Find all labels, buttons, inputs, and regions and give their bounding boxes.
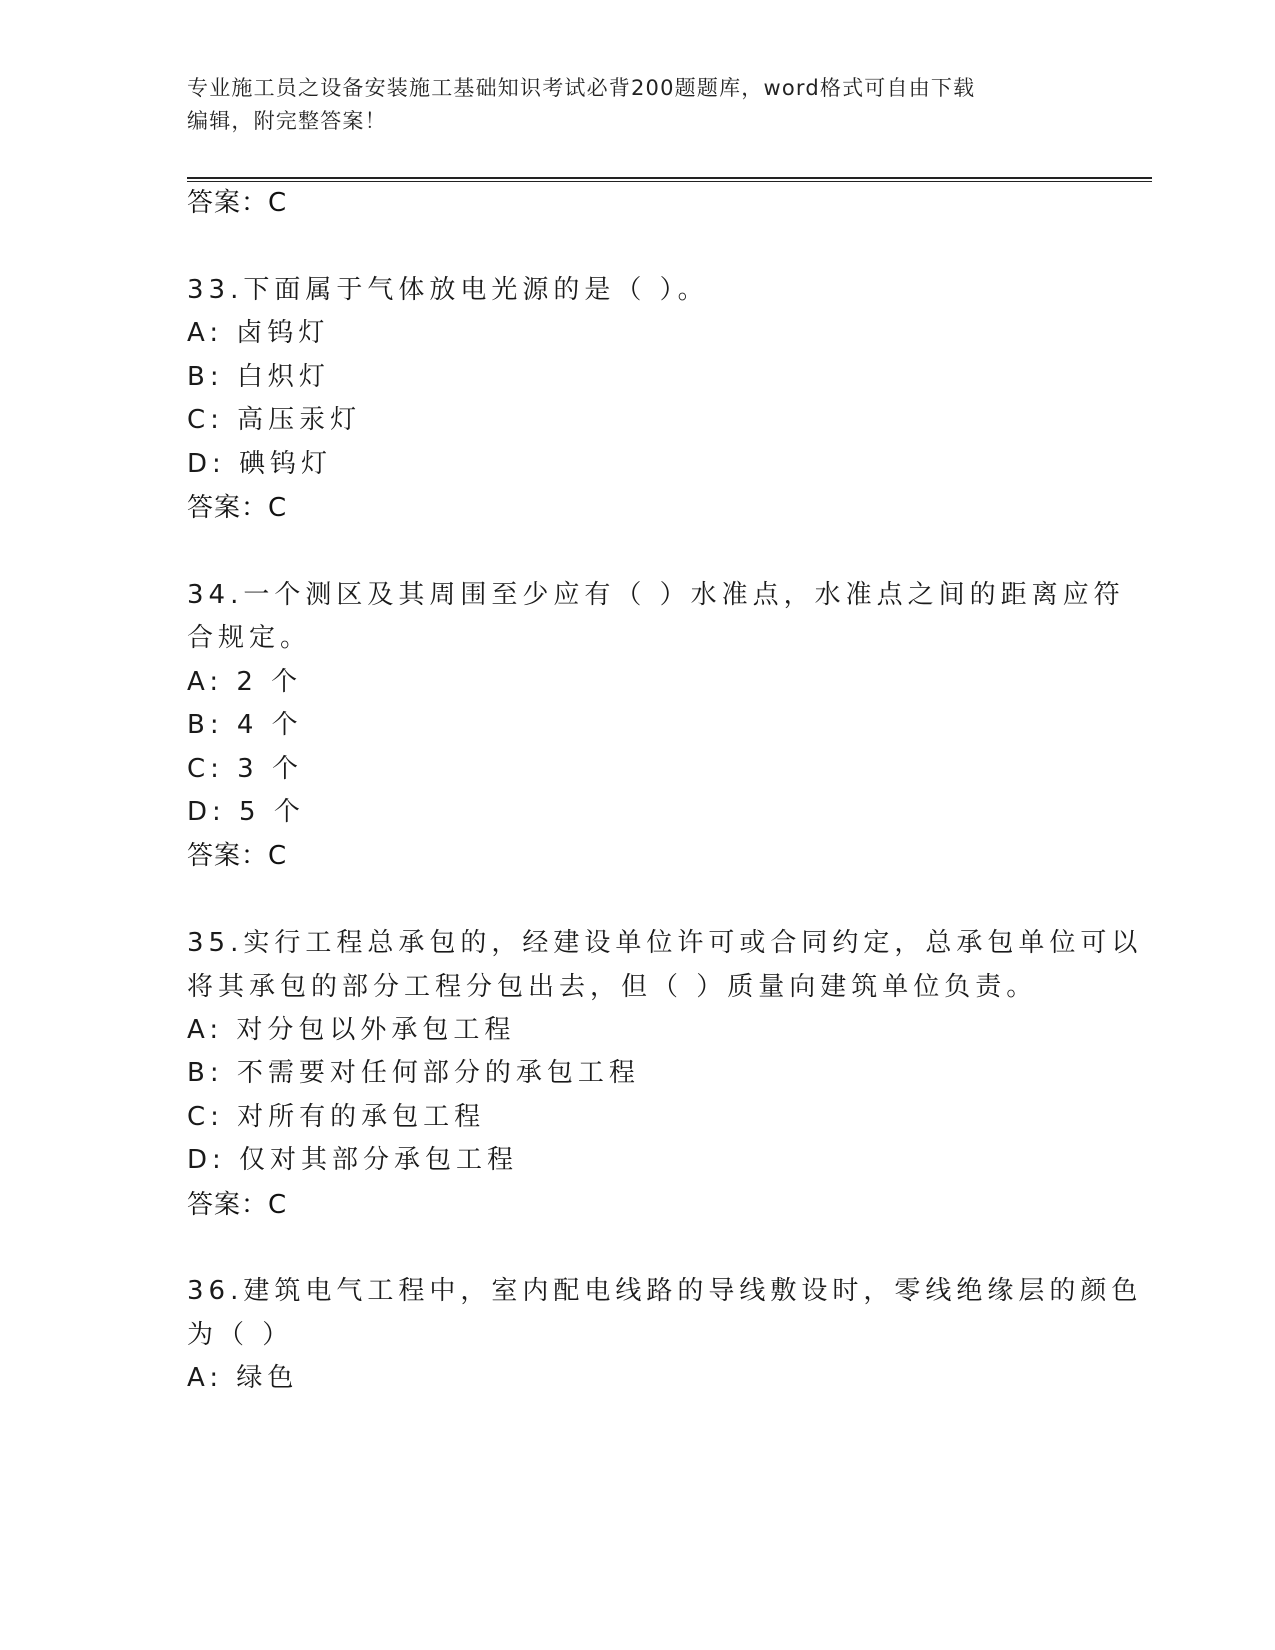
document-header	[187, 72, 1107, 138]
option-b: B: 4 个	[187, 710, 303, 740]
option-b: B: 白炽灯	[187, 362, 330, 392]
answer-label: 答案：C	[187, 493, 288, 523]
option-a: A: 2 个	[187, 667, 303, 697]
option-a: A: 绿色	[187, 1363, 299, 1393]
option-d: D: 碘钨灯	[187, 449, 333, 479]
question-36-stem: 36.建筑电气工程中，室内配电线路的导线敷设时，零线绝缘层的颜色	[187, 1276, 1143, 1306]
question-35-stem-cont: 将其承包的部分工程分包出去，但（ ）质量向建筑单位负责。	[187, 972, 1038, 1002]
option-c: C: 对所有的承包工程	[187, 1102, 486, 1132]
header-rule-thin	[187, 181, 1152, 182]
option-a: A: 卤钨灯	[187, 318, 330, 348]
option-c: C: 高压汞灯	[187, 405, 362, 435]
option-a: A: 对分包以外承包工程	[187, 1015, 516, 1045]
question-36-stem-cont: 为（ ）	[187, 1320, 294, 1350]
option-d: D: 5 个	[187, 797, 305, 827]
question-35-stem: 35.实行工程总承包的，经建设单位许可或合同约定，总承包单位可以	[187, 928, 1143, 958]
answer-label: 答案：C	[187, 188, 288, 218]
header-title-line-2: 编辑，附完整答案！	[187, 109, 387, 133]
answer-label: 答案：C	[187, 1190, 288, 1220]
option-d: D: 仅对其部分承包工程	[187, 1145, 519, 1175]
question-34-stem-cont: 合规定。	[187, 623, 312, 653]
header-rule	[187, 177, 1152, 179]
question-33-stem: 33.下面属于气体放电光源的是（ ）。	[187, 275, 709, 305]
option-c: C: 3 个	[187, 754, 303, 784]
answer-label: 答案：C	[187, 841, 288, 871]
header-title-line-1: 专业施工员之设备安装施工基础知识考试必背200题题库，word格式可自由下载	[187, 76, 976, 100]
option-b: B: 不需要对任何部分的承包工程	[187, 1058, 640, 1088]
question-34-stem: 34.一个测区及其周围至少应有（ ）水准点，水准点之间的距离应符	[187, 580, 1125, 610]
